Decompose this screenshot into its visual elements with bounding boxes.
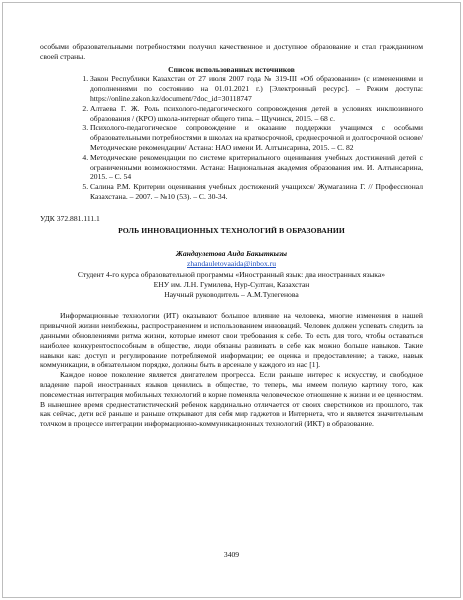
page-content — [40, 42, 423, 429]
body-paragraph: Каждое новое поколение является двигателем прогресса. Если раньше интерес к искусству, и свободное владение парой иностранных языков ценились в обществе, то теперь, мы имеем полную картину того, как повсеместная интеграция мобильных технологий в корне поменяла человеческое отношение к жизни и ее ценностям. В нынешнее время среднестатистический ребенок кардинально отличается от своих сверстников из прошлого, так как сейчас, дети всё раньше и раньше открывают для себя мир гаджетов и Интернета, что и является значительным толчком в процессе интеграции информационно-коммуникационных технологий (ИКТ) в образование. — [40, 370, 423, 429]
body-paragraph: Информационные технологии (ИТ) оказывают большое влияние на человека, многие изменения в нашей привычной жизни неизбежны, распространением и использованием инноваций. Человек должен успевать следить за данными обновлениями ритма жизни, которые имеют свои требования к себе. То есть для того, чтобы оставаться наиболее конкурентоспособным в обществе, люди обязаны развивать в себе как можно больше навыков. Такие навыки как: доступ и регулирование потребляемой информации; ее оценка и предоставление; а также, навык коммуникации, в обязательном порядке, должны быть в арсенале у каждого из нас [1]. — [40, 311, 423, 370]
references-list — [40, 74, 423, 201]
intro-paragraph: особыми образовательными потребностями получил качественное и доступное образование и стал гражданином своей страны. — [40, 42, 423, 61]
page-number: 3409 — [223, 550, 240, 559]
article-body — [40, 311, 423, 429]
article-title: РОЛЬ ИННОВАЦИОННЫХ ТЕХНОЛОГИЙ В ОБРАЗОВАНИИ — [118, 225, 345, 235]
udk-code: УДК 372.881.111.1 — [40, 213, 100, 223]
reference-item: 2. Алтаева Г. Ж. Роль психолого-педагогического сопровождения детей в условиях инклюзивного образования / (КРО) школа-интернат общего типа. – Щучинск, 2015. – 68 с. — [90, 104, 423, 124]
supervisor: Научный руководитель – А.М.Тулегенова — [164, 289, 299, 299]
reference-item: 1. Закон Республики Казахстан от 27 июля 2007 года № 319-III «Об образовании» (с изменениями и дополнениями по состоянию на 01.01.2021 г.) [Электронный ресурс]. – Режим доступа: https://online.zakon.kz/document/?doc_id=30118747 — [90, 74, 423, 103]
author-name: Жандаулетова Аида Бакыткызы — [175, 249, 288, 259]
author-email-link[interactable]: zhandauletovaaida@inbox.ru — [186, 259, 276, 269]
reference-item: 3. Психолого-педагогическое сопровождение и оказание поддержки учащимся с особыми образовательными потребностями в школах на краткосрочной, среднесрочной и долгосрочной основе/ Методические рекомендации/ Астана: НАО имени И. Алтынсарина, 2015. – С. 82 — [90, 123, 423, 152]
author-affiliation: Студент 4-го курса образовательной программы «Иностранный язык: два иностранных языка» ЕНУ им. Л.Н. Гумилева, Нур-Султан, Казахстан — [77, 269, 386, 289]
reference-item: 4. Методические рекомендации по системе критериального оценивания учебных достижений детей с ограниченными возможностями. Астана: Национальная академия образования им. И. Алтынсарина, 2015. – С. 54 — [90, 153, 423, 182]
references-title: Список использованных источников — [168, 64, 295, 74]
reference-item: 5. Салина Р.М. Критерии оценивания учебных достижений учащихся/ Жумагазина Г. // Профессионал Казахстана. – 2007. – №10 (53). – С. 30-34. — [90, 182, 423, 202]
